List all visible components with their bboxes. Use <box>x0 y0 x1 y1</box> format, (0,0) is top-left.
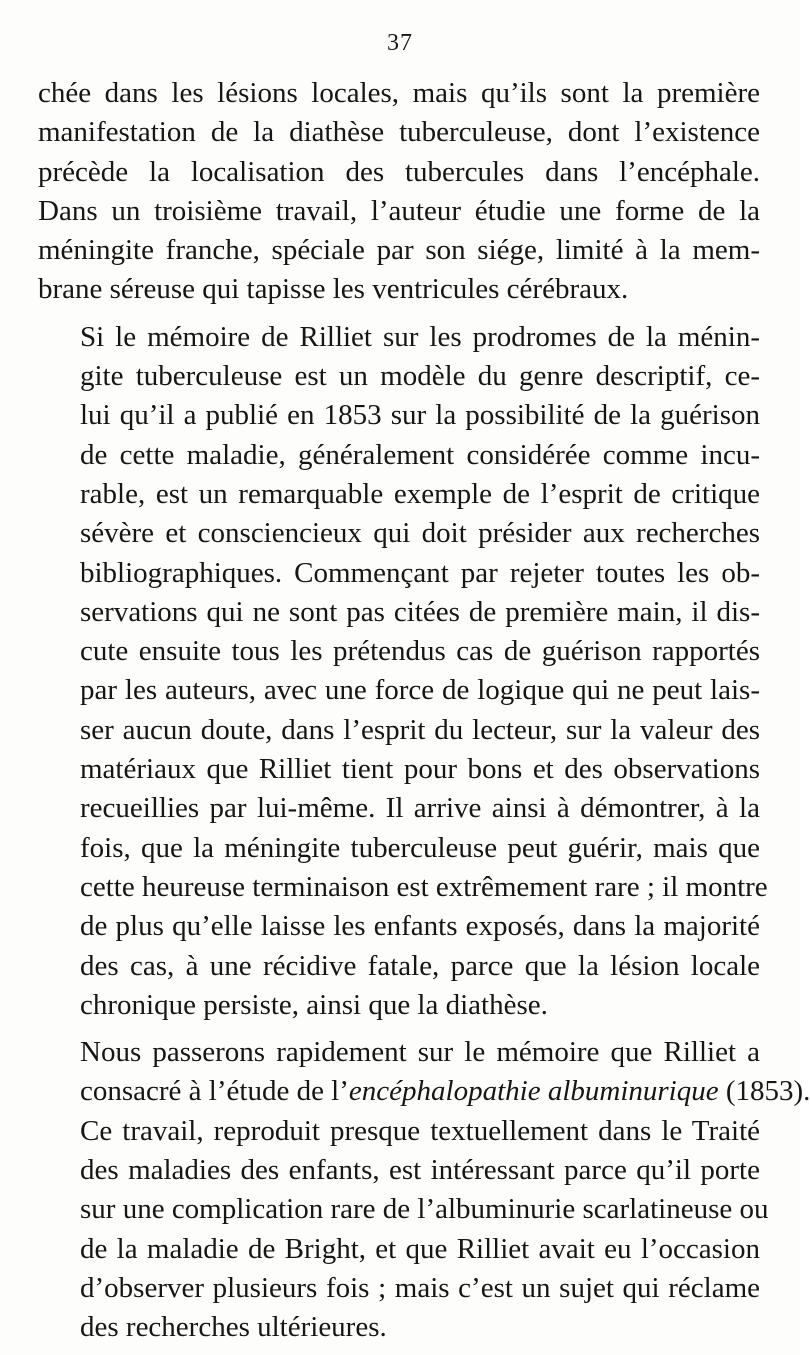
paragraph-3 <box>38 1033 810 1347</box>
paragraph-2 <box>38 318 768 1025</box>
text-line: des cas, à une récidive fatale, parce que la lésion locale <box>80 949 760 982</box>
text-line: par les auteurs, avec une force de logique qui ne peut lais- <box>80 674 760 707</box>
text-line: sévère et consciencieux qui doit présider aux recherches <box>80 517 760 550</box>
text-line: d’observer plusieurs fois ; mais c’est un sujet qui réclame <box>80 1271 760 1304</box>
text-line: gite tuberculeuse est un modèle du genre descriptif, ce- <box>80 360 760 393</box>
page-number: 37 <box>387 30 413 56</box>
text-line-with-italic <box>38 1072 810 1111</box>
text-line: de plus qu’elle laisse les enfants exposés, dans la majorité <box>80 910 760 943</box>
text-line: précède la localisation des tubercules dans l’encéphale. <box>38 155 760 188</box>
body-text <box>38 74 810 1348</box>
text-line: sur une complication rare de l’albuminurie scarlatineuse ou <box>80 1193 769 1226</box>
text-line: Ce travail, reproduit presque textuellement dans le Traité <box>80 1114 760 1147</box>
text-line: rable, est un remarquable exemple de l’esprit de critique <box>80 477 760 510</box>
text-line: matériaux que Rilliet tient pour bons et des observations <box>80 753 760 786</box>
text-line: des recherches ultérieures. <box>80 1311 387 1344</box>
text-line: Nous passerons rapidement sur le mémoire que Rilliet a <box>80 1036 760 1069</box>
paragraph-1 <box>38 74 760 310</box>
text-line: chée dans les lésions locales, mais qu’ils sont la première <box>38 77 760 109</box>
text-line: servations qui ne sont pas citées de première main, il dis- <box>80 595 760 628</box>
text-line: fois, que la méningite tuberculeuse peut guérir, mais que <box>80 831 760 864</box>
text-line: cette heureuse terminaison est extrêmement rare ; il montre <box>80 870 768 903</box>
text-line: chronique persiste, ainsi que la diathèse. <box>80 988 548 1021</box>
italic-term: encéphalopathie albuminurique <box>348 1075 719 1108</box>
text-line: de la maladie de Bright, et que Rilliet avait eu l’occasion <box>80 1232 760 1265</box>
text-segment: consacré à l’étude de l’ <box>80 1075 349 1108</box>
text-segment: (1853). <box>718 1075 810 1108</box>
text-line: méningite franche, spéciale par son siége, limité à la mem- <box>38 234 760 267</box>
text-line: recueillies par lui-même. Il arrive ainsi à démontrer, à la <box>80 792 760 825</box>
text-line: ser aucun doute, dans l’esprit du lecteur, sur la valeur des <box>80 713 760 746</box>
text-line: cute ensuite tous les prétendus cas de guérison rapportés <box>80 635 760 668</box>
text-line: Si le mémoire de Rilliet sur les prodromes de la ménin- <box>80 320 760 353</box>
text-line: de cette maladie, généralement considérée comme incu- <box>80 438 760 471</box>
text-line: Dans un troisième travail, l’auteur étudie une forme de la <box>38 194 760 227</box>
text-line: brane séreuse qui tapisse les ventricules cérébraux. <box>38 273 629 306</box>
text-line: bibliographiques. Commençant par rejeter toutes les ob- <box>80 556 760 589</box>
text-line: manifestation de la diathèse tuberculeuse, dont l’existence <box>38 116 760 149</box>
text-line: lui qu’il a publié en 1853 sur la possibilité de la guérison <box>80 399 760 432</box>
text-line: des maladies des enfants, est intéressant parce qu’il porte <box>80 1154 760 1187</box>
